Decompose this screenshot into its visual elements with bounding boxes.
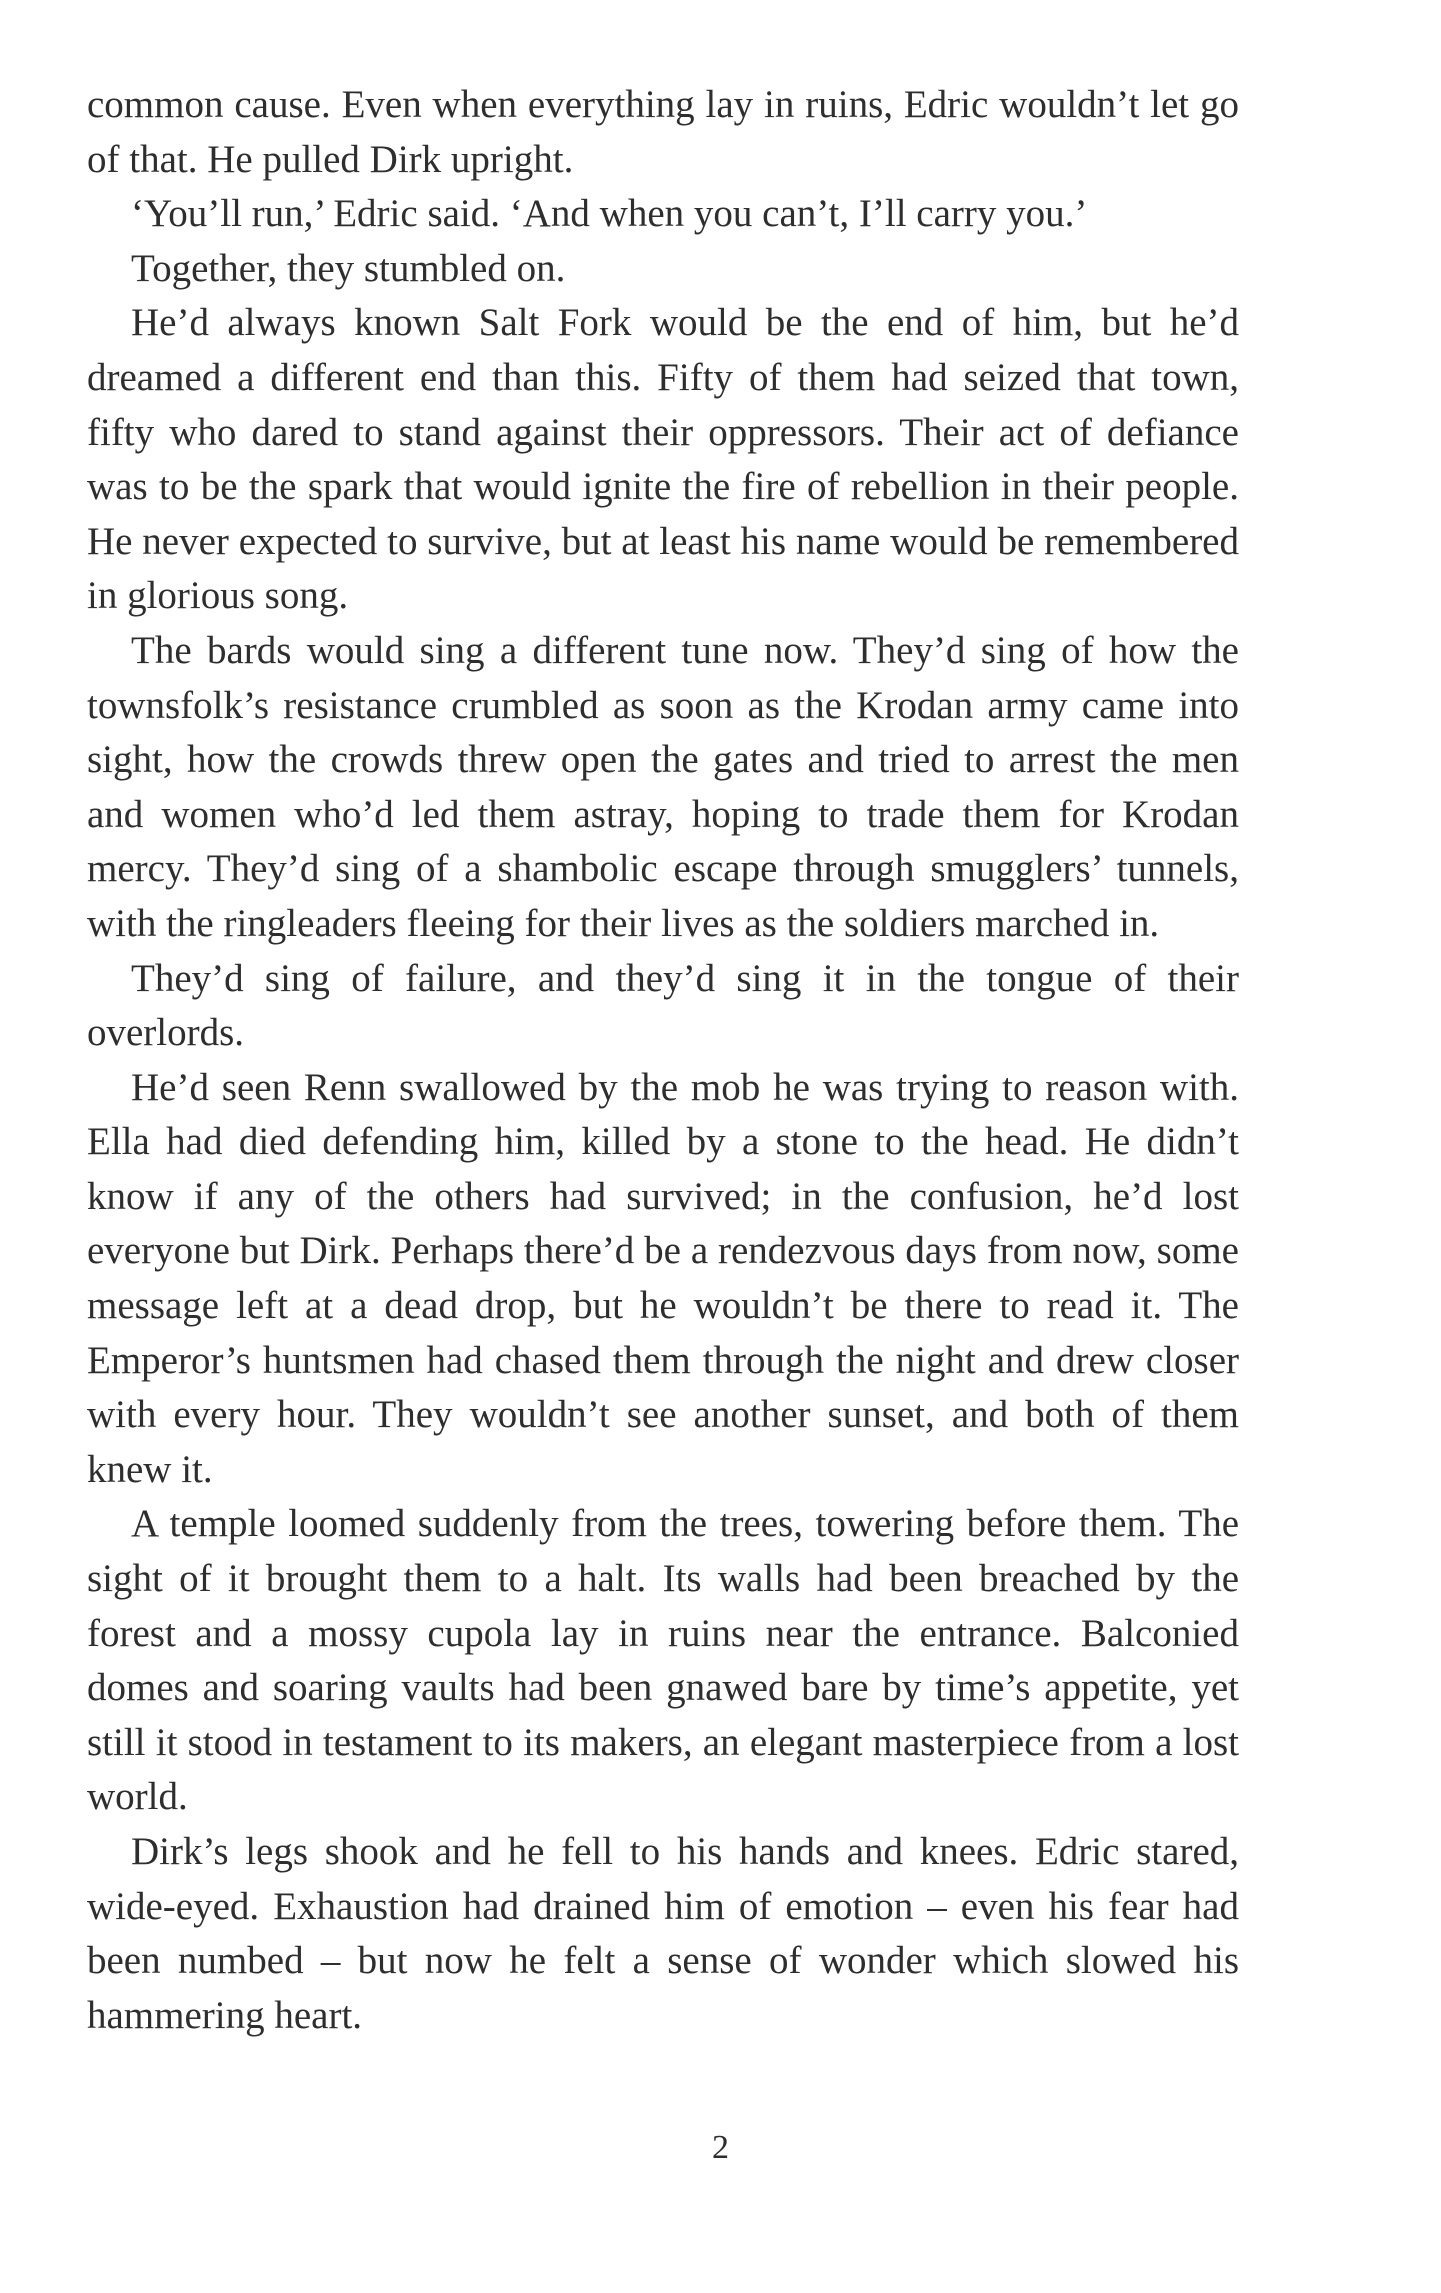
paragraph-8: A temple loomed suddenly from the trees, towering before them. The sight of it brought them to a halt. Its walls had been breached by the forest and a mossy cupola lay in ruins near the entrance. Balconied domes and soaring vaults had been gnawed bare by time’s appetite, yet still it stood in testament to its makers, an elegant masterpiece from a lost world. (87, 1502, 1239, 1819)
body-text (87, 78, 1239, 2043)
paragraph-7: He’d seen Renn swallowed by the mob he was trying to reason with. Ella had died defending him, killed by a stone to the head. He didn’t know if any of the others had survived; in the confusion, he’d lost everyone but Dirk. Perhaps there’d be a rendezvous days from now, some message left at a dead drop, but he wouldn’t be there to read it. The Emperor’s huntsmen had chased them through the night and drew closer with every hour. They wouldn’t see another sunset, and both of them knew it. (87, 1065, 1239, 1491)
paragraph-1: common cause. Even when everything lay in ruins, Edric wouldn’t let go of that. He pulled Dirk upright. (87, 83, 1239, 181)
paragraph-6: They’d sing of failure, and they’d sing it in the tongue of their overlords. (87, 956, 1239, 1055)
paragraph-3: Together, they stumbled on. (131, 246, 566, 290)
paragraph-4: He’d always known Salt Fork would be the end of him, but he’d dreamed a different end than this. Fifty of them had seized that town, fifty who dared to stand against their oppressors. Their act of defiance was to be the spark that would ignite the fire of rebellion in their people. He never expected to survive, but at least his name would be remembered in glorious song. (87, 301, 1239, 618)
paragraph-2: ‘You’ll run,’ Edric said. ‘And when you can’t, I’ll carry you.’ (131, 192, 1088, 236)
paragraph-9: Dirk’s legs shook and he fell to his hands and knees. Edric stared, wide-eyed. Exhaustion had drained him of emotion – even his fear had been numbed – but now he felt a sense of wonder which slowed his hammering heart. (87, 1830, 1239, 2037)
page-number: 2 (712, 2129, 729, 2166)
paragraph-5: The bards would sing a different tune now. They’d sing of how the townsfolk’s resistance crumbled as soon as the Krodan army came into sight, how the crowds threw open the gates and tried to arrest the men and women who’d led them astray, hoping to trade them for Krodan mercy. They’d sing of a shambolic escape through smugglers’ tunnels, with the ringleaders fleeing for their lives as the soldiers marched in. (87, 628, 1239, 945)
